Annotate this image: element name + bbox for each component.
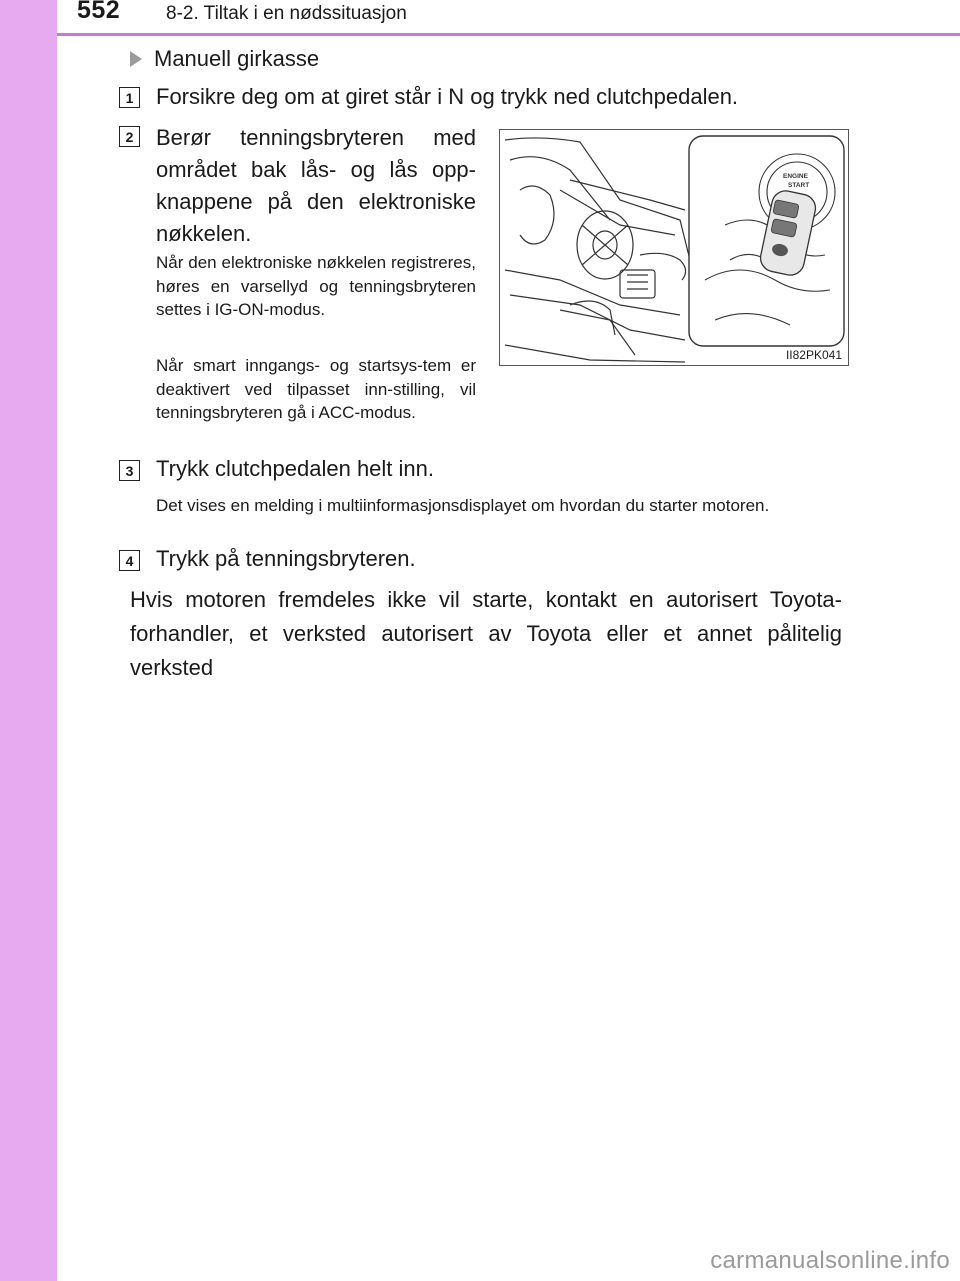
header-rule bbox=[57, 33, 960, 36]
step-3-note: Det vises en melding i multiinformasjonsdisplayet om hvordan du starter motoren. bbox=[156, 496, 770, 515]
bullet-label: Manuell girkasse bbox=[154, 46, 320, 71]
start-label: START bbox=[788, 182, 810, 189]
step-number-2: 2 bbox=[119, 126, 140, 147]
figure-code: II82PK041 bbox=[785, 348, 842, 362]
final-paragraph: Hvis motoren fremdeles ikke vil starte, kontakt en autorisert Toyota-forhandler, et verksted autorisert av Toyota eller et annet pålitelig verksted bbox=[130, 587, 842, 680]
chapter-sidebar bbox=[0, 0, 57, 1281]
engine-label: ENGINE bbox=[783, 173, 808, 180]
bullet-manual-gearbox bbox=[130, 46, 319, 72]
car-interior-illustration bbox=[500, 130, 849, 366]
step-1-text: Forsikre deg om at giret står i N og trykk ned clutchpedalen. bbox=[156, 84, 739, 109]
step-number-1: 1 bbox=[119, 87, 140, 108]
step-number-4: 4 bbox=[119, 550, 140, 571]
triangle-bullet-icon bbox=[130, 51, 142, 67]
step-2-text: Berør tenningsbryteren med området bak lås- og lås opp-knappene på den elektroniske nøkkelen. bbox=[156, 125, 476, 246]
step-2-note-2: Når smart inngangs- og startsys-tem er deaktivert ved tilpasset inn-stilling, vil tenningsbryteren gå i ACC-modus. bbox=[156, 356, 476, 422]
step-number-3: 3 bbox=[119, 460, 140, 481]
page-number: 552 bbox=[77, 0, 121, 24]
step-3-text: Trykk clutchpedalen helt inn. bbox=[156, 456, 434, 481]
step-4-text: Trykk på tenningsbryteren. bbox=[156, 546, 416, 571]
ignition-illustration bbox=[499, 129, 849, 366]
section-title: 8-2. Tiltak i en nødssituasjon bbox=[166, 3, 407, 24]
watermark: carmanualsonline.info bbox=[710, 1247, 950, 1274]
step-2-note-1: Når den elektroniske nøkkelen registreres, høres en varsellyd og tenningsbryteren settes i IG-ON-modus. bbox=[156, 253, 476, 319]
